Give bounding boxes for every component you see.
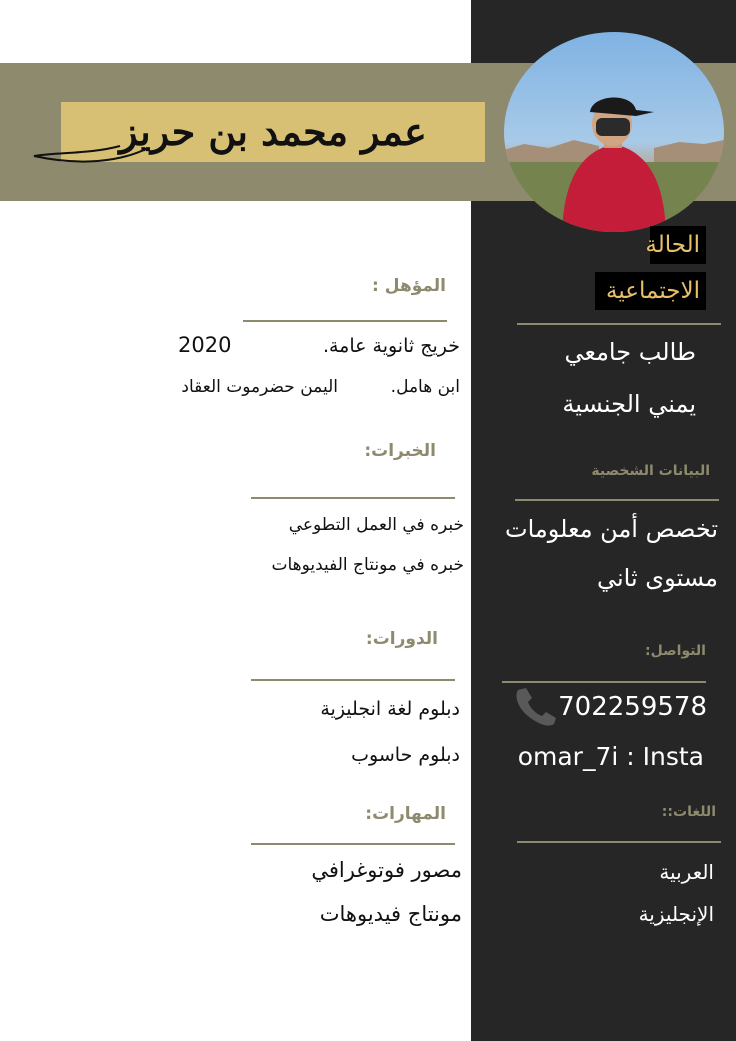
section-divider bbox=[251, 497, 455, 499]
section-divider bbox=[251, 679, 455, 681]
qualification-text: خريج ثانوية عامة. bbox=[322, 335, 460, 357]
section-divider bbox=[251, 843, 455, 845]
skill-item: مونتاج فيديوهات bbox=[319, 902, 462, 926]
language-item: العربية bbox=[659, 860, 714, 884]
language-item: الإنجليزية bbox=[638, 902, 714, 926]
sidebar-divider bbox=[502, 681, 706, 683]
experience-item: خبره في مونتاج الفيديوهات bbox=[271, 555, 464, 575]
qualification-heading: المؤهل : bbox=[372, 276, 446, 296]
qualification-year: 2020 bbox=[178, 333, 232, 357]
phone-icon bbox=[512, 686, 558, 730]
experience-heading: الخبرات: bbox=[364, 441, 436, 461]
course-item: دبلوم حاسوب bbox=[351, 744, 460, 766]
course-item: دبلوم لغة انجليزية bbox=[320, 698, 460, 720]
personal-info-heading: البيانات الشخصية bbox=[591, 463, 710, 479]
status-value: طالب جامعي bbox=[564, 338, 696, 366]
full-name: عمر محمد بن حريز bbox=[119, 109, 427, 154]
nationality: يمني الجنسية bbox=[562, 390, 696, 418]
level: مستوى ثاني bbox=[597, 564, 718, 592]
specialization: تخصص أمن معلومات bbox=[505, 515, 718, 543]
languages-heading: اللغات:: bbox=[661, 804, 716, 820]
skills-heading: المهارات: bbox=[365, 804, 446, 824]
sidebar-divider bbox=[517, 841, 721, 843]
experience-item: خبره في العمل التطوعي bbox=[288, 515, 464, 535]
school-location: اليمن حضرموت العقاد bbox=[181, 377, 338, 397]
marital-status-heading-line1: الحالة bbox=[650, 226, 706, 264]
sidebar-divider bbox=[515, 499, 719, 501]
skill-item: مصور فوتوغرافي bbox=[311, 858, 462, 882]
school-name: ابن هامل. bbox=[390, 377, 460, 397]
instagram-handle: omar_7i : Insta bbox=[517, 742, 704, 771]
courses-heading: الدورات: bbox=[365, 629, 438, 649]
section-divider bbox=[243, 320, 447, 322]
sidebar-divider bbox=[517, 323, 721, 325]
profile-photo bbox=[504, 32, 724, 232]
phone-number: 702259578 bbox=[558, 692, 707, 722]
marital-status-heading-line2: الاجتماعية bbox=[595, 272, 706, 310]
contact-heading: التواصل: bbox=[645, 643, 706, 659]
